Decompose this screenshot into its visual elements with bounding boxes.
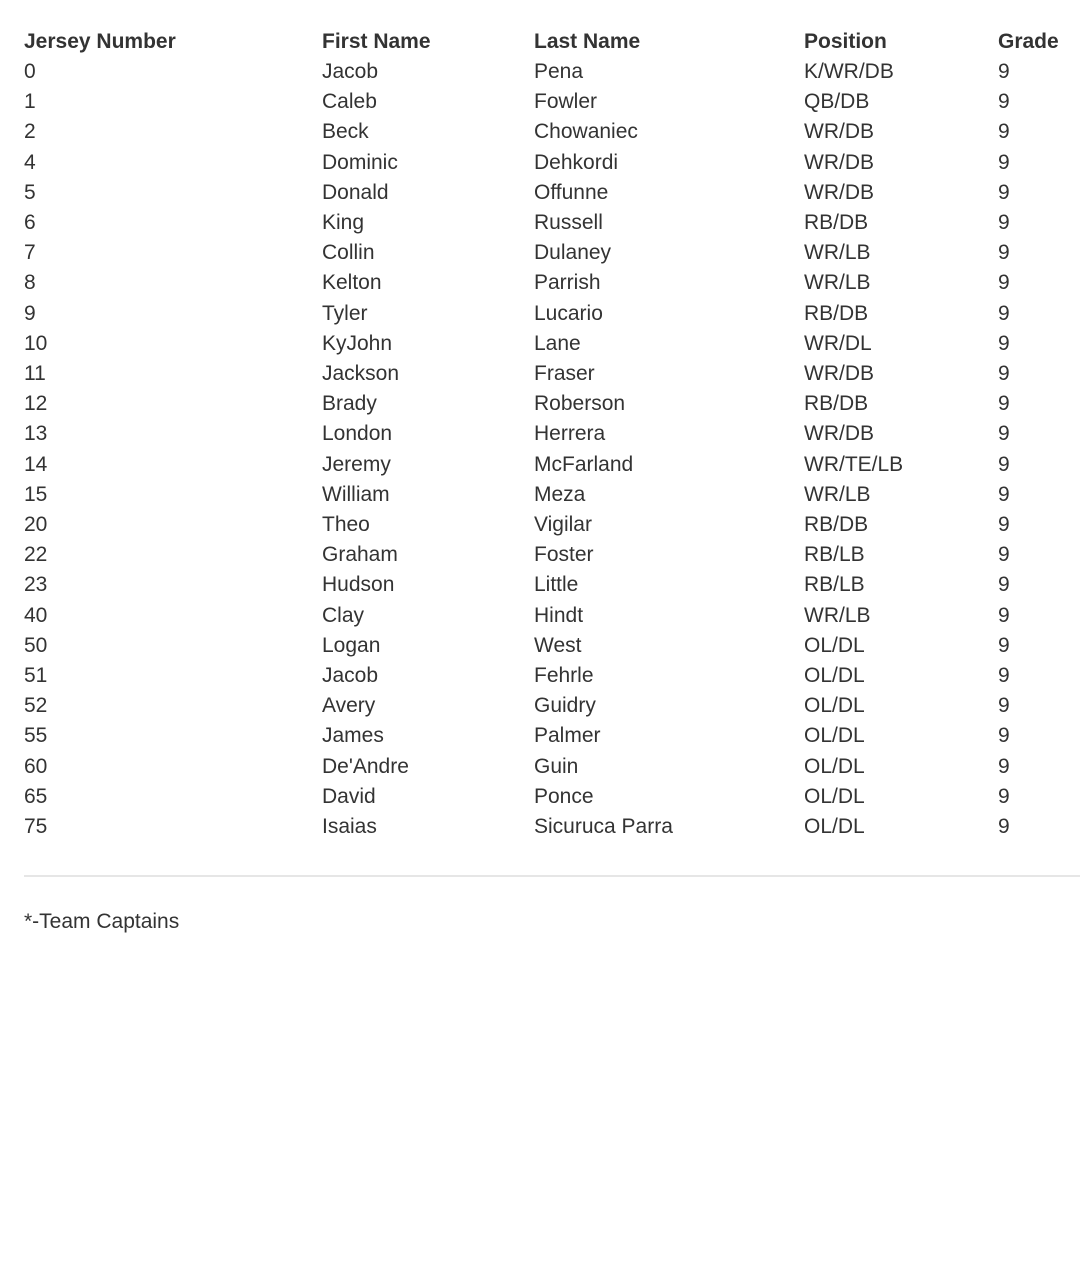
cell-jersey-number: 0 [24,60,36,83]
cell-jersey-number: 5 [24,180,36,204]
table-row [24,631,1080,661]
cell-last-name: Fowler [534,90,598,114]
cell-last-name: Palmer [534,724,601,748]
cell-first-name: James [322,724,384,748]
cell-first-name: Avery [322,694,376,718]
divider [24,875,1080,877]
cell-grade: 9 [998,241,1010,265]
cell-jersey-number: 13 [24,422,48,446]
cell-last-name: McFarland [534,452,634,476]
cell-first-name: Theo [322,513,370,537]
cell-position: QB/DB [804,90,870,114]
cell-jersey-number: 23 [24,573,48,597]
cell-grade: 9 [998,271,1010,295]
table-row [24,57,1080,87]
header-position: Position [804,30,887,53]
cell-first-name: David [322,784,376,808]
table-row [24,419,1080,449]
cell-position: WR/DB [804,180,874,204]
table-row [24,148,1080,178]
cell-position: WR/DB [804,150,874,174]
cell-first-name: KyJohn [322,331,393,355]
table-row [24,117,1080,147]
cell-first-name: Tyler [322,301,368,325]
cell-first-name: Clay [322,603,365,627]
cell-first-name: Brady [322,392,377,416]
cell-grade: 9 [998,422,1010,446]
table-row [24,661,1080,691]
cell-jersey-number: 9 [24,301,36,325]
cell-grade: 9 [998,331,1010,355]
cell-last-name: Meza [534,482,586,506]
cell-jersey-number: 40 [24,603,48,627]
cell-first-name: Hudson [322,573,395,597]
cell-grade: 9 [998,573,1010,597]
table-row [24,480,1080,510]
cell-first-name: Isaias [322,815,377,839]
cell-last-name: West [534,633,582,657]
cell-grade: 9 [998,754,1010,778]
cell-first-name: Caleb [322,90,377,114]
cell-jersey-number: 52 [24,694,48,718]
cell-first-name: William [322,482,390,506]
cell-position: RB/DB [804,392,869,416]
cell-jersey-number: 2 [24,120,36,144]
cell-grade: 9 [998,180,1010,204]
cell-jersey-number: 20 [24,513,48,537]
roster-table [24,27,1080,842]
roster-body [24,57,1080,842]
cell-position: RB/LB [804,543,865,567]
header-jersey-number: Jersey Number [24,30,176,53]
cell-jersey-number: 51 [24,664,48,688]
table-header-row [24,27,1080,57]
cell-position: OL/DL [804,724,865,748]
cell-position: WR/DB [804,120,874,144]
cell-grade: 9 [998,392,1010,416]
table-row [24,389,1080,419]
footnote-team-captains: *-Team Captains [24,910,180,933]
cell-grade: 9 [998,482,1010,506]
table-row [24,691,1080,721]
cell-first-name: Logan [322,633,381,657]
table-row [24,540,1080,570]
cell-position: WR/TE/LB [804,452,904,476]
cell-position: WR/LB [804,603,871,627]
cell-jersey-number: 12 [24,392,48,416]
cell-jersey-number: 7 [24,241,36,265]
cell-position: OL/DL [804,633,865,657]
cell-position: WR/DB [804,362,874,386]
cell-position: RB/LB [804,573,865,597]
cell-last-name: Hindt [534,603,584,627]
cell-first-name: Jacob [322,60,379,83]
table-row [24,87,1080,117]
table-row [24,601,1080,631]
cell-first-name: Graham [322,543,398,567]
table-row [24,268,1080,298]
cell-last-name: Fraser [534,362,595,386]
cell-jersey-number: 15 [24,482,48,506]
cell-last-name: Roberson [534,392,626,416]
table-row [24,359,1080,389]
cell-last-name: Foster [534,543,594,567]
cell-grade: 9 [998,664,1010,688]
cell-grade: 9 [998,633,1010,657]
cell-position: OL/DL [804,694,865,718]
cell-last-name: Offunne [534,180,609,204]
table-row [24,782,1080,812]
cell-position: WR/DL [804,331,872,355]
cell-jersey-number: 22 [24,543,48,567]
cell-grade: 9 [998,60,1010,83]
cell-last-name: Guin [534,754,579,778]
cell-first-name: Dominic [322,150,398,174]
cell-last-name: Dehkordi [534,150,619,174]
table-row [24,238,1080,268]
cell-grade: 9 [998,301,1010,325]
header-last-name: Last Name [534,30,641,53]
cell-last-name: Russell [534,211,603,235]
cell-grade: 9 [998,815,1010,839]
cell-position: RB/DB [804,513,869,537]
cell-last-name: Parrish [534,271,601,295]
cell-jersey-number: 8 [24,271,36,295]
cell-last-name: Lucario [534,301,603,325]
cell-first-name: Collin [322,241,375,265]
cell-jersey-number: 14 [24,452,48,476]
table-row [24,812,1080,842]
table-row [24,299,1080,329]
cell-jersey-number: 55 [24,724,48,748]
table-row [24,570,1080,600]
table-row [24,450,1080,480]
cell-first-name: Jacob [322,664,379,688]
cell-position: OL/DL [804,815,865,839]
table-row [24,510,1080,540]
cell-last-name: Fehrle [534,664,594,688]
cell-position: OL/DL [804,784,865,808]
cell-position: WR/LB [804,271,871,295]
cell-position: RB/DB [804,211,869,235]
cell-last-name: Herrera [534,422,606,446]
cell-last-name: Sicuruca Parra [534,815,673,839]
cell-grade: 9 [998,211,1010,235]
cell-grade: 9 [998,150,1010,174]
header-grade: Grade [998,30,1059,53]
cell-position: WR/LB [804,241,871,265]
cell-first-name: Donald [322,180,389,204]
cell-first-name: King [322,211,365,235]
cell-position: OL/DL [804,754,865,778]
cell-last-name: Pena [534,60,584,83]
table-row [24,178,1080,208]
cell-position: RB/DB [804,301,869,325]
cell-jersey-number: 10 [24,331,48,355]
cell-grade: 9 [998,513,1010,537]
cell-jersey-number: 60 [24,754,48,778]
header-first-name: First Name [322,30,431,53]
cell-position: WR/DB [804,422,874,446]
cell-grade: 9 [998,724,1010,748]
cell-grade: 9 [998,120,1010,144]
cell-position: WR/LB [804,482,871,506]
cell-last-name: Dulaney [534,241,612,265]
cell-grade: 9 [998,694,1010,718]
cell-first-name: De'Andre [322,754,409,778]
cell-grade: 9 [998,90,1010,114]
cell-jersey-number: 50 [24,633,48,657]
cell-jersey-number: 4 [24,150,36,174]
cell-position: OL/DL [804,664,865,688]
cell-position: K/WR/DB [804,60,894,83]
cell-first-name: Jeremy [322,452,391,476]
cell-last-name: Chowaniec [534,120,638,144]
cell-last-name: Lane [534,331,581,355]
cell-jersey-number: 1 [24,90,36,114]
cell-last-name: Ponce [534,784,594,808]
cell-grade: 9 [998,543,1010,567]
cell-first-name: Kelton [322,271,382,295]
cell-grade: 9 [998,452,1010,476]
cell-first-name: Jackson [322,362,400,386]
cell-first-name: Beck [322,120,369,144]
cell-last-name: Guidry [534,694,596,718]
cell-grade: 9 [998,603,1010,627]
cell-last-name: Vigilar [534,513,592,537]
table-row [24,329,1080,359]
table-row [24,721,1080,751]
cell-jersey-number: 11 [24,362,46,386]
cell-first-name: London [322,422,393,446]
cell-jersey-number: 75 [24,815,48,839]
cell-jersey-number: 65 [24,784,48,808]
table-row [24,208,1080,238]
cell-grade: 9 [998,362,1010,386]
cell-last-name: Little [534,573,579,597]
cell-jersey-number: 6 [24,211,36,235]
cell-grade: 9 [998,784,1010,808]
table-row [24,752,1080,782]
